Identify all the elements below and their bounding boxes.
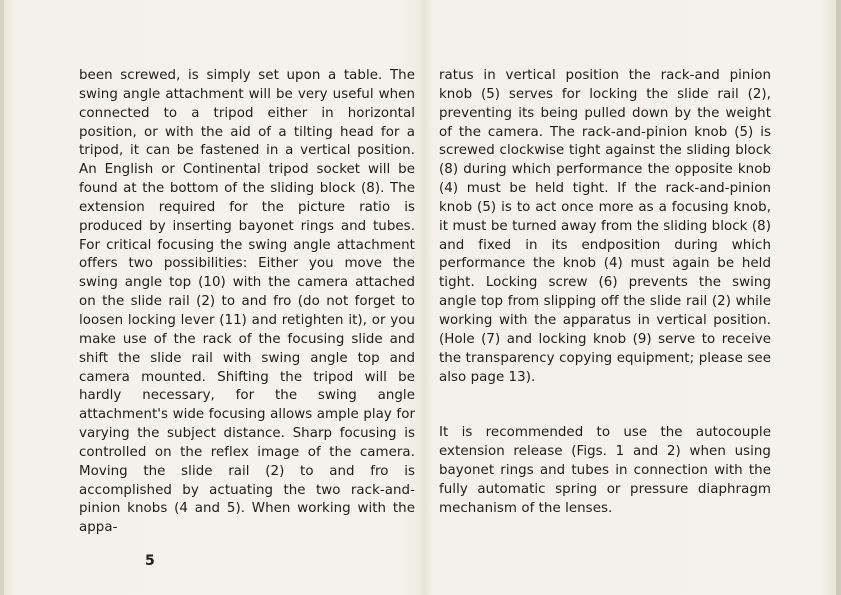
page-left-edge <box>0 0 4 595</box>
paragraph-gap <box>439 387 771 424</box>
left-text-column <box>79 67 415 538</box>
right-paragraph-1: ratus in vertical position the rack-and pinion knob (5) serves for locking the slide rail (2), preventing its being pulled down by the weight of the camera. The rack-and-pinion knob (5) is screwed clockwise tight against the sliding block (8) during which performance the opposite knob (4) must be held tight. If the rack-and-pinion knob (5) is to act once more as a focusing knob, it must be turned away from the sliding block (8) and fixed in its endposition during which performance the knob (4) must again be held tight. Locking screw (6) prevents the swing angle top from slipping off the slide rail (2) while working with the apparatus in vertical position. (Hole (7) and locking knob (9) serve to receive the transparency copying equipment; please see also page 13). <box>439 68 771 385</box>
right-paragraph-2: It is recommended to use the autocouple extension release (Figs. 1 and 2) when using bayonet rings and tubes in connection with the fully automatic spring or pressure diaphragm mechanism of the lenses. <box>439 425 771 516</box>
page-number: 5 <box>145 553 155 569</box>
right-text-column <box>439 67 771 519</box>
page-right-edge <box>836 0 841 595</box>
left-paragraph: been screwed, is simply set upon a table. The swing angle attachment will be very useful when connected to a tripod either in horizontal position, or with the aid of a tilting head for a tripod, it can be fastened in a vertical position. An English or Continental tripod socket will be found at the bottom of the sliding block (8). The extension required for the picture ratio is produced by inserting bayonet rings and tubes. For critical focusing the swing angle attachment offers two possibilities: Either you move the swing angle top (10) with the camera attached on the slide rail (2) to and fro (do not forget to loosen locking lever (11) and retighten it), or you make use of the rack of the focusing slide and shift the slide rail with swing angle top and camera mounted. Shifting the tripod will be hardly necessary, for the swing angle attachment's wide focusing allows ample play for varying the subject distance. Sharp focusing is controlled on the reflex image of the camera. Moving the slide rail (2) to and fro is accomplished by actuating the two rack-and-pinion knobs (4 and 5). When working with the appa- <box>79 68 415 536</box>
